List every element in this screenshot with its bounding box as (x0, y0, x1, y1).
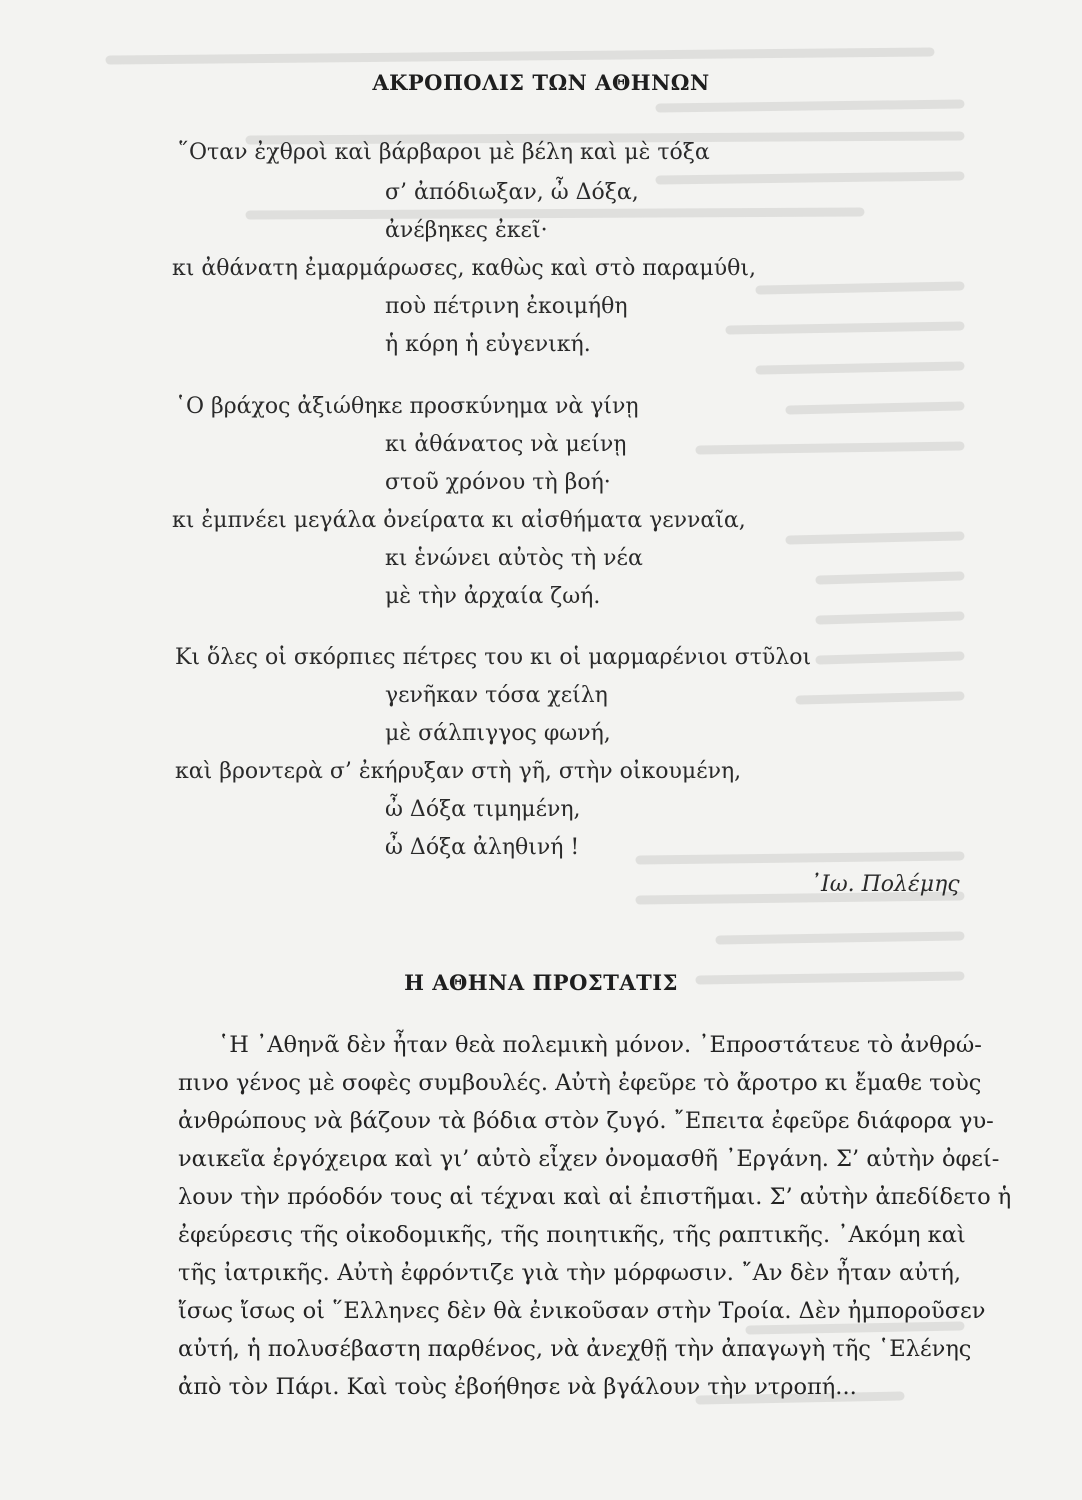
poem-title: ΑΚΡΟΠΟΛΙΣ ΤΩΝ ΑΘΗΝΩΝ (372, 70, 710, 95)
article-line: ἐφεύρεσις τῆς οἰκοδομικῆς, τῆς ποιητικῆς, τῆς ραπτικῆς. ᾿Ακόμη καὶ (178, 1222, 966, 1248)
poem-line: σ’ ἀπόδιωξαν, ὦ Δόξα, (385, 180, 639, 205)
poem-line: ῾Ο βράχος ἀξιώθηκε προσκύνημα νὰ γίνῃ (175, 394, 639, 419)
poem-line: κι ἀθάνατος νὰ μείνῃ (385, 432, 627, 457)
poem-line: καὶ βροντερὰ σ’ ἐκήρυξαν στὴ γῆ, στὴν οἰκουμένη, (175, 759, 742, 784)
poem-line: ἀνέβηκες ἐκεῖ· (385, 218, 548, 243)
article-line: ῾Η ᾿Αθηνᾶ δὲν ἦταν θεὰ πολεμικὴ μόνον. ᾿Επροστάτευε τὸ ἀνθρώ- (218, 1032, 982, 1058)
poem-line: κι ἑνώνει αὐτὸς τὴ νέα (385, 546, 643, 571)
article-line: ἀνθρώπους νὰ βάζουν τὰ βόδια στὸν ζυγό. ῎Επειτα ἐφεῦρε διάφορα γυ- (178, 1108, 994, 1134)
poem-line: ὦ Δόξα τιμημένη, (385, 797, 581, 822)
article-line: λουν τὴν πρόοδόν τους αἱ τέχναι καὶ αἱ ἐπιστῆμαι. Σ’ αὐτὴν ἀπεδίδετο ἡ (178, 1184, 1012, 1210)
article-title: Η ΑΘΗΝΑ ΠΡΟΣΤΑΤΙΣ (404, 970, 678, 995)
article-line: ἀπὸ τὸν Πάρι. Καὶ τοὺς ἐβοήθησε νὰ βγάλουν τὴν ντροπή... (178, 1374, 857, 1400)
poem-line: Κι ὅλες οἱ σκόρπιες πέτρες του κι οἱ μαρμαρένιοι στῦλοι (175, 645, 812, 670)
poem-signature: ᾿Ιω. Πολέμης (810, 872, 960, 897)
poem-line: ποὺ πέτρινη ἐκοιμήθη (385, 294, 628, 319)
poem-line: ὦ Δόξα ἀληθινή ! (385, 835, 580, 860)
poem-line: ῞Οταν ἐχθροὶ καὶ βάρβαροι μὲ βέλη καὶ μὲ τόξα (178, 140, 710, 165)
article-line: τῆς ἰατρικῆς. Αὐτὴ ἐφρόντιζε γιὰ τὴν μόρφωσιν. ῎Αν δὲν ἦταν αὐτή, (178, 1260, 961, 1286)
poem-line: μὲ τὴν ἀρχαία ζωή. (385, 584, 601, 609)
article-line: αὐτή, ἡ πολυσέβαστη παρθένος, νὰ ἀνεχθῇ τὴν ἀπαγωγὴ τῆς ῾Ελένης (178, 1336, 972, 1362)
poem-line: κι ἐμπνέει μεγάλα ὀνείρατα κι αἰσθήματα γενναῖα, (172, 508, 746, 533)
poem-line: κι ἀθάνατη ἐμαρμάρωσες, καθὼς καὶ στὸ παραμύθι, (172, 256, 756, 281)
poem-line: ἡ κόρη ἡ εὐγενική. (385, 332, 591, 357)
poem-line: γενῆκαν τόσα χείλη (385, 683, 608, 708)
poem-line: στοῦ χρόνου τὴ βοή· (385, 470, 611, 495)
article-line: ἴσως ἴσως οἱ ῞Ελληνες δὲν θὰ ἐνικοῦσαν στὴν Τροία. Δὲν ἠμποροῦσεν (178, 1298, 986, 1324)
article-line: ναικεῖα ἐργόχειρα καὶ γι’ αὐτὸ εἶχεν ὀνομασθῆ ᾿Εργάνη. Σ’ αὐτὴν ὀφεί- (178, 1146, 1000, 1172)
poem-line: μὲ σάλπιγγος φωνή, (385, 721, 611, 746)
article-line: πινο γένος μὲ σοφὲς συμβουλές. Αὐτὴ ἐφεῦρε τὸ ἄροτρο κι ἔμαθε τοὺς (178, 1070, 982, 1096)
